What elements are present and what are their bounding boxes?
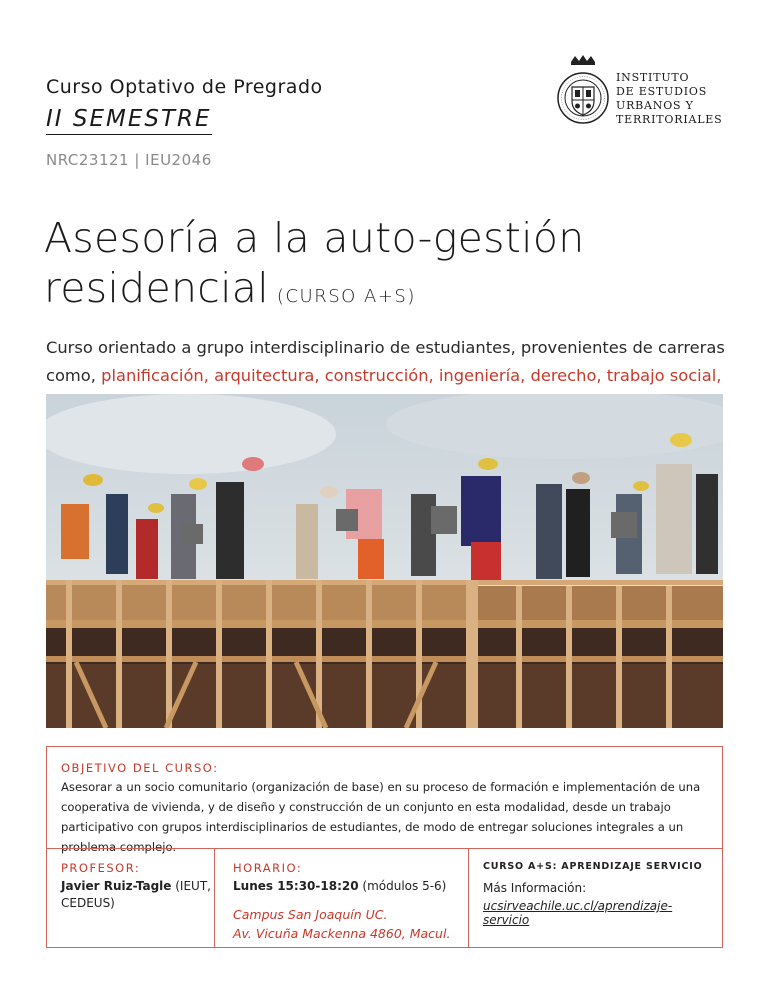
- schedule-label: HORARIO:: [233, 861, 303, 875]
- description-line-1: Curso orientado a grupo interdisciplinario de estudiantes, provenientes de carreras: [46, 338, 725, 357]
- aps-info-label: Más Información:: [483, 881, 587, 895]
- divider: [47, 848, 722, 849]
- course-title: [44, 213, 585, 322]
- course-type: Curso Optativo de Pregrado: [46, 76, 323, 98]
- institute-line: TERRITORIALES: [616, 113, 723, 126]
- divider: [214, 848, 215, 947]
- course-codes: NRC23121 | IEU2046: [46, 151, 212, 169]
- schedule-modules: (módulos 5-6): [362, 879, 447, 893]
- aps-link[interactable]: ucsirveachile.uc.cl/aprendizaje-servicio: [483, 899, 673, 927]
- title-line-1: Asesoría a la auto-gestión: [44, 214, 585, 262]
- course-tag: (CURSO A+S): [276, 286, 416, 307]
- semester-label: II SEMESTRE: [46, 106, 212, 135]
- professor-section: [61, 861, 211, 912]
- course-info-box: [46, 746, 723, 948]
- objective-label: OBJETIVO DEL CURSO:: [61, 761, 219, 775]
- campus-info: [233, 905, 463, 943]
- title-line-2-text: residencial: [44, 264, 269, 312]
- campus-address: Av. Vicuña Mackenna 4860, Macul.: [233, 926, 451, 941]
- professor-label: PROFESOR:: [61, 861, 141, 875]
- schedule-section: [233, 861, 463, 943]
- institute-line: INSTITUTO: [616, 71, 690, 84]
- institute-line: URBANOS Y: [616, 99, 694, 112]
- professor-info: [61, 878, 211, 912]
- aps-section: [483, 861, 718, 927]
- description-prefix: como,: [46, 366, 96, 385]
- campus-name: Campus San Joaquín UC.: [233, 907, 388, 922]
- professor-affiliation: (IEUT, CEDEUS): [61, 879, 211, 910]
- objective-section: [61, 761, 711, 857]
- institute-line: DE ESTUDIOS: [616, 85, 708, 98]
- divider: [468, 848, 469, 947]
- institute-name: [616, 71, 722, 127]
- schedule-time: Lunes 15:30-18:20: [233, 879, 359, 893]
- workers-on-construction-photo: [46, 394, 723, 728]
- university-seal-icon: [557, 54, 609, 129]
- objective-text: Asesorar a un socio comunitario (organización de base) en su proceso de formación e implementación de una cooperativa de vivienda, y de diseño y construcción de un conjunto en esta modalidad, desde un trabajo participativo con grupos interdisciplinarios de estudiantes, de modo de entregar soluciones integrales a un problema complejo.: [61, 780, 701, 854]
- careers-list: planificación, arquitectura, construcción, ingeniería, derecho, trabajo social,: [101, 366, 722, 385]
- schedule-time-row: [233, 878, 463, 895]
- professor-name: Javier Ruiz-Tagle: [61, 879, 172, 893]
- title-line-2: [44, 263, 585, 322]
- aps-heading: CURSO A+S: APRENDIZAJE SERVICIO: [483, 861, 703, 872]
